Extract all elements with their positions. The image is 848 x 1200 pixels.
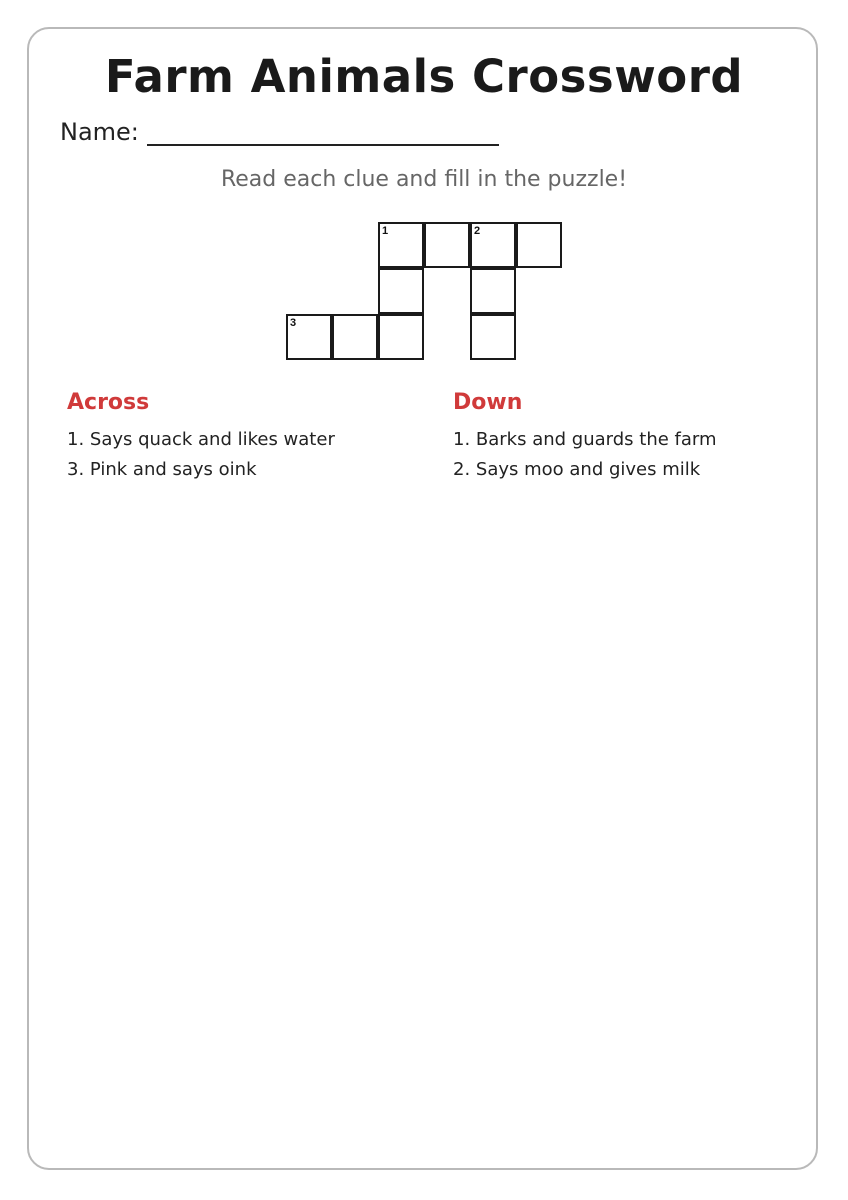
across-clue: 3. Pink and says oink — [67, 459, 257, 480]
across-clue: 1. Says quack and likes water — [67, 429, 335, 450]
name-row — [60, 118, 499, 146]
name-label: Name: — [60, 118, 139, 146]
clue-number: 2 — [474, 225, 481, 237]
across-heading: Across — [67, 390, 150, 415]
page-title: Farm Animals Crossword — [104, 50, 744, 103]
worksheet-frame — [27, 27, 818, 1170]
grid-cell[interactable] — [332, 314, 378, 360]
grid-cell[interactable] — [378, 222, 424, 268]
down-heading: Down — [453, 390, 523, 415]
grid-cell[interactable] — [470, 314, 516, 360]
grid-cell[interactable] — [286, 314, 332, 360]
grid-cell[interactable] — [378, 268, 424, 314]
grid-cell[interactable] — [470, 222, 516, 268]
grid-cell[interactable] — [470, 268, 516, 314]
across-clues — [67, 390, 335, 485]
clue-number: 3 — [290, 317, 297, 329]
down-clue: 1. Barks and guards the farm — [453, 429, 717, 450]
instructions: Read each clue and fill in the puzzle! — [220, 167, 628, 192]
grid-cell[interactable] — [424, 222, 470, 268]
down-clues — [453, 390, 717, 485]
name-field[interactable] — [147, 118, 499, 146]
grid-cell[interactable] — [516, 222, 562, 268]
clue-number: 1 — [382, 225, 389, 237]
grid-cell[interactable] — [378, 314, 424, 360]
down-clue: 2. Says moo and gives milk — [453, 459, 701, 480]
